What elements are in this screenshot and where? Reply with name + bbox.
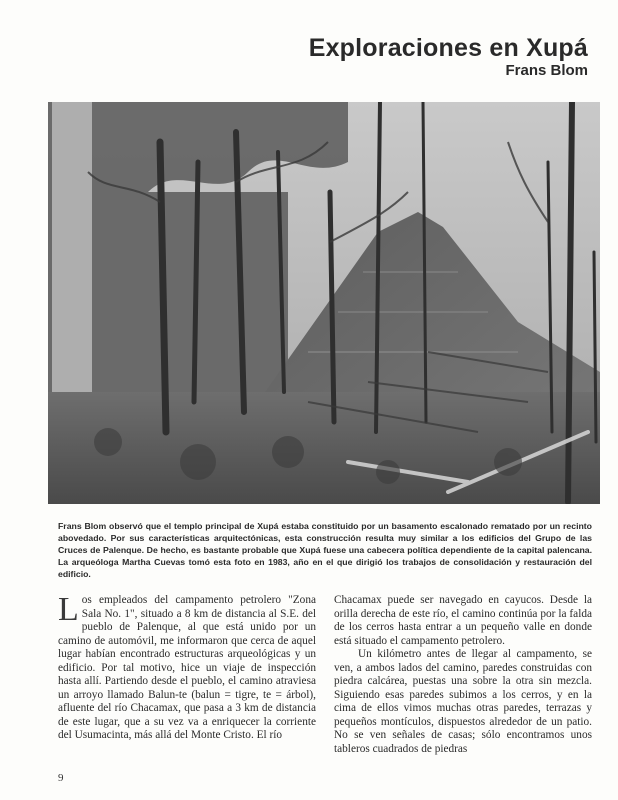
article-title: Exploraciones en Xupá <box>308 34 588 62</box>
body-paragraph: Chacamax puede ser navegado en cayucos. Desde la orilla derecha de este río, el camino continúa por la falda de los cerros hasta entrar a un pequeño valle en donde está situado el campamento petrolero. <box>334 594 592 647</box>
figure-caption: Frans Blom observó que el templo principal de Xupá estaba constituido por un basamento escalonado rematado por un recinto abovedado. Por sus características arquitectónicas, esta construcción resulta muy similar a los edificios del Grupo de las Cruces de Palenque. De hecho, es bastante probable que Xupá fuese una cabecera política dependiente de la capital palencana. La arqueóloga Martha Cuevas tomó esta foto en 1983, año en el que dirigió los trabajos de consolidación y restauración del edificio. <box>58 521 592 580</box>
body-paragraph: Un kilómetro antes de llegar al campamento, se ven, a ambos lados del camino, paredes construidas con piedra calcárea, puestas una sobre la otra sin mezcla. Siguiendo esas paredes subimos a los cerros, y en la cima de ellos vimos muchas otras paredes, terrazas y pequeños montículos, dispuestos alrededor de un patio. No se ven señales de casas; sólo encontramos unos tableros cuadrados de piedras <box>334 648 592 755</box>
page-number: 9 <box>58 772 64 784</box>
body-paragraph <box>58 591 316 743</box>
paragraph-text: os empleados del campamento petrolero "Zona Sala No. 1", situado a 8 km de distancia al S.E. del pueblo de Palenque, al que está unido por un camino de automóvil, me informaron que cerca de aquel lugar habían encontrado estructuras arqueológicas y un edificio. Por tal motivo, hice un viaje de inspección hasta allí. Partiendo desde el pueblo, el camino atraviesa un arroyo llamado Balun-te (balun = tigre, te = árbol), afluente del río Chacamax, que pasa a 3 km de distancia de este lugar, que a su vez va a enriquecer la corriente del Usumacinta, más allá del Monte Cristo. El río <box>58 594 316 741</box>
temple-photo <box>48 102 600 504</box>
body-column-right <box>334 594 592 756</box>
article-author: Frans Blom <box>505 62 588 79</box>
forest-temple-image <box>48 102 600 504</box>
body-column-left <box>58 591 316 743</box>
drop-cap: L <box>58 591 79 628</box>
